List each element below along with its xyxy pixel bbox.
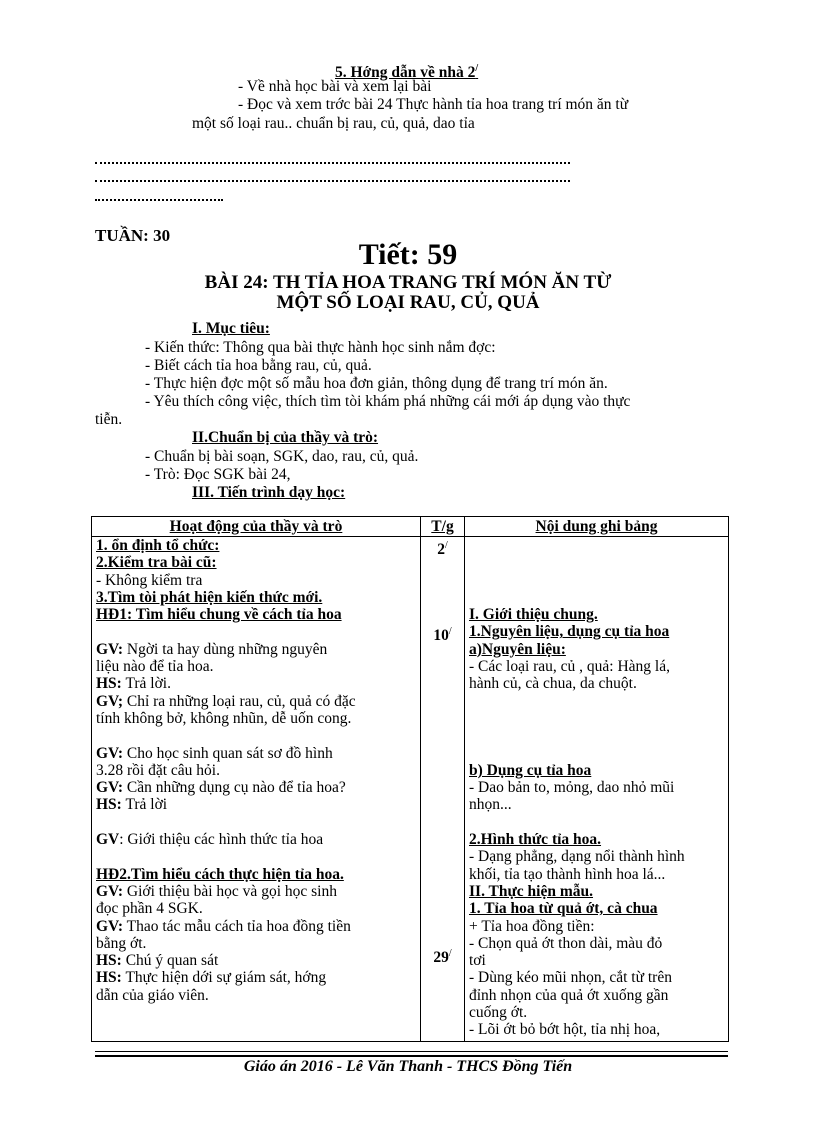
time-entry	[425, 773, 460, 794]
line-bold-part: 2.Kiểm tra bài cũ:	[96, 554, 217, 572]
objective-item: - Kiến thức: Thông qua bài thực hành học sinh nắm đợc:	[145, 339, 496, 356]
header-activities: Hoạt động của thầy và trò	[92, 517, 421, 537]
table-line	[469, 814, 724, 831]
time-entry	[425, 601, 460, 622]
table-line	[96, 675, 416, 692]
time-column	[421, 537, 465, 1042]
table-line	[96, 814, 416, 831]
lesson-title-line-1: BÀI 24: TH TỈA HOA TRANG TRÍ MÓN ĂN TỪ	[204, 272, 612, 293]
line-text-part: Ngời ta hay dùng những nguyên	[123, 640, 328, 658]
table-line	[96, 745, 416, 762]
line-text-part: 3.28 rồi đặt câu hỏi.	[96, 761, 220, 779]
time-entry	[425, 837, 460, 858]
line-bold-part: HS:	[96, 796, 122, 814]
line-bold-part: GV:	[96, 744, 123, 762]
line-text-part: đọc phần 4 SGK.	[96, 900, 203, 918]
line-text-part: dẫn của giáo viên.	[96, 986, 209, 1004]
table-line	[96, 554, 416, 571]
line-bold-part: HĐ2.Tìm hiểu cách thực hiện tỉa hoa.	[96, 865, 344, 883]
time-entry	[425, 709, 460, 730]
table-header-row	[92, 517, 729, 537]
line-bold-part: 2.Hình thức tỉa hoa.	[469, 831, 602, 849]
table-line	[96, 710, 416, 727]
table-line	[469, 987, 724, 1004]
time-entry	[425, 558, 460, 579]
footer-rule-thin	[95, 1051, 728, 1052]
line-text-part: tơi	[469, 952, 486, 970]
table-line	[469, 796, 724, 813]
line-text-part: - Không kiểm tra	[96, 571, 203, 589]
line-bold-part: GV:	[96, 882, 123, 900]
table-line	[469, 727, 724, 744]
line-bold-part: b) Dụng cụ tỉa hoa	[469, 761, 592, 779]
line-text-part: Trả lời	[121, 796, 168, 814]
table-line	[96, 935, 416, 952]
table-line	[469, 762, 724, 779]
line-bold-part: 1.Nguyên liệu, dụng cụ tỉa hoa	[469, 623, 670, 641]
line-text-part: cuống ớt.	[469, 1004, 528, 1022]
line-text-part: + Tỉa hoa đồng tiền:	[469, 917, 595, 935]
table-line	[96, 658, 416, 675]
time-entry	[425, 666, 460, 687]
table-line	[469, 623, 724, 640]
week-label: TUẦN: 30	[95, 226, 171, 245]
objectives-heading: I. Mục tiêu:	[192, 320, 270, 337]
table-line	[96, 952, 416, 969]
line-text-part: - Dao bản to, mỏng, dao nhỏ mũi	[469, 779, 675, 797]
line-text-part: - Chọn quả ớt thon dài, màu đỏ	[469, 934, 663, 952]
table-line	[469, 952, 724, 969]
table-line	[469, 779, 724, 796]
table-line	[469, 537, 724, 554]
content-column	[465, 537, 729, 1042]
homework-line-1: - Về nhà học bài và xem lại bài	[238, 78, 432, 95]
line-text-part: bằng ớt.	[96, 934, 147, 952]
time-unit: /	[448, 947, 452, 959]
line-text-part: - Dùng kéo mũi nhọn, cắt từ trên	[469, 969, 672, 987]
line-text-part: Trả lời.	[121, 675, 171, 693]
line-text-part: Giới thiệu bài học và gọi học sinh	[123, 882, 337, 900]
lesson-table	[91, 516, 729, 1042]
line-bold-part: HS:	[96, 675, 122, 693]
line-bold-part: GV:	[96, 640, 123, 658]
line-bold-part: GV:	[96, 917, 123, 935]
table-line	[469, 1021, 724, 1038]
table-line	[96, 831, 416, 848]
time-value: 10	[433, 626, 449, 644]
table-line	[96, 848, 416, 865]
table-line	[96, 572, 416, 589]
line-text-part: - Các loại rau, củ , quả: Hàng lá,	[469, 658, 670, 676]
table-line	[96, 900, 416, 917]
line-text-part: - Dạng phẳng, dạng nổi thành hình	[469, 848, 685, 866]
line-text-part: - Lõi ớt bỏ bớt hột, tỉa nhị hoa,	[469, 1021, 661, 1039]
line-bold-part: 1. ổn định tổ chức:	[96, 537, 220, 554]
table-line	[469, 675, 724, 692]
line-bold-part: a)Nguyên liệu:	[469, 640, 566, 658]
table-line	[96, 537, 416, 554]
line-bold-part: 3.Tìm tòi phát hiện kiến thức mới.	[96, 588, 323, 606]
table-line	[469, 831, 724, 848]
table-line	[96, 918, 416, 935]
table-line	[469, 848, 724, 865]
table-line	[469, 606, 724, 623]
table-line	[96, 883, 416, 900]
dotted-line-2	[95, 180, 570, 182]
footer-text: Giáo án 2016 - Lê Văn Thanh - THCS Đồng Tiến	[243, 1058, 573, 1075]
table-line	[96, 589, 416, 606]
table-line	[96, 987, 416, 1004]
preparation-heading: II.Chuẩn bị của thầy và trò:	[192, 429, 379, 446]
time-entry	[425, 623, 460, 644]
dotted-line-1	[95, 162, 570, 164]
line-text-part: hành củ, cà chua, da chuột.	[469, 675, 637, 693]
homework-line-2: - Đọc và xem trớc bài 24 Thực hành tỉa hoa trang trí món ăn từ	[238, 96, 629, 113]
homework-heading-sup: /	[475, 63, 479, 74]
time-entry	[425, 794, 460, 815]
homework-heading-text: 5. Hớng dẫn về nhà 2	[335, 64, 476, 82]
line-text-part: : Giới thiệu các hình thức tỉa hoa	[119, 831, 324, 849]
line-text-part: Cần những dụng cụ nào để tỉa hoa?	[123, 779, 346, 797]
table-line	[469, 883, 724, 900]
process-heading: III. Tiến trình dạy học:	[192, 484, 346, 501]
header-content: Nội dung ghi bảng	[465, 517, 729, 537]
line-bold-part: II. Thực hiện mẫu.	[469, 882, 594, 900]
line-bold-part: I. Giới thiệu chung.	[469, 606, 598, 624]
table-line	[469, 866, 724, 883]
table-line	[469, 969, 724, 986]
time-entry	[425, 880, 460, 901]
table-line	[96, 762, 416, 779]
footer-rule-thick	[95, 1055, 728, 1057]
line-text-part: Chỉ ra những loại rau, củ, quả có đặc	[123, 692, 356, 710]
time-entry	[425, 730, 460, 751]
time-unit: /	[448, 625, 452, 637]
table-line	[469, 900, 724, 917]
line-bold-part: 1. Tỉa hoa từ quả ớt, cà chua	[469, 900, 658, 918]
line-text-part: Chú ý quan sát	[121, 952, 219, 970]
table-line	[469, 658, 724, 675]
line-text-part: liệu nào để tỉa hoa.	[96, 658, 214, 676]
line-text-part: Thao tác mẫu cách tỉa hoa đồng tiền	[123, 917, 351, 935]
objective-item: - Biết cách tỉa hoa bằng rau, củ, quả.	[145, 357, 372, 374]
dotted-line-3	[95, 199, 223, 201]
line-text-part: Thực hiện dới sự giám sát, hớng	[121, 969, 327, 987]
table-line	[469, 589, 724, 606]
objective-item: - Thực hiện đợc một số mẫu hoa đơn giản, thông dụng để trang trí món ăn.	[145, 375, 608, 392]
homework-line-3: một số loại rau.. chuẩn bị rau, củ, quả, dao tỉa	[192, 115, 475, 132]
line-text-part: đỉnh nhọn của quả ớt xuống gần	[469, 986, 669, 1004]
table-line	[96, 969, 416, 986]
time-entry	[425, 537, 460, 558]
line-text-part: tính không bở, không nhũn, dễ uốn cong.	[96, 709, 352, 727]
time-entry	[425, 580, 460, 601]
table-line	[96, 693, 416, 710]
line-bold-part: HĐ1: Tìm hiểu chung về cách tỉa hoa	[96, 606, 342, 624]
preparation-item: - Trò: Đọc SGK bài 24,	[145, 466, 291, 483]
table-line	[96, 796, 416, 813]
header-time: T/g	[421, 517, 465, 537]
line-text-part: nhọn...	[469, 796, 512, 814]
table-line	[469, 572, 724, 589]
table-line	[469, 641, 724, 658]
preparation-item: - Chuẩn bị bài soạn, SGK, dao, rau, củ, quả.	[145, 448, 419, 465]
table-line	[469, 918, 724, 935]
time-entry	[425, 644, 460, 665]
table-line	[469, 710, 724, 727]
table-line	[96, 727, 416, 744]
table-line	[96, 606, 416, 623]
line-bold-part: GV	[96, 831, 120, 849]
time-entry	[425, 859, 460, 880]
table-line	[96, 641, 416, 658]
line-bold-part: HS:	[96, 969, 122, 987]
activities-column	[92, 537, 421, 1042]
table-line	[469, 745, 724, 762]
time-entry	[425, 752, 460, 773]
time-value: 2	[437, 541, 445, 559]
table-line	[96, 623, 416, 640]
table-line	[469, 935, 724, 952]
time-entry	[425, 945, 460, 966]
table-line	[469, 554, 724, 571]
line-bold-part: GV;	[96, 692, 123, 710]
time-entry	[425, 923, 460, 944]
time-value: 29	[433, 948, 449, 966]
period-title: Tiết: 59	[358, 238, 458, 271]
table-body-row	[92, 537, 729, 1042]
table-line	[469, 1004, 724, 1021]
time-entry	[425, 902, 460, 923]
line-bold-part: HS:	[96, 952, 122, 970]
objective-item: - Yêu thích công việc, thích tìm tòi khám phá những cái mới áp dụng vào thực	[145, 393, 631, 410]
table-line	[96, 866, 416, 883]
line-text-part: Cho học sinh quan sát sơ đồ hình	[123, 744, 333, 762]
time-entry	[425, 687, 460, 708]
time-entry	[425, 816, 460, 837]
objective-continuation: tiễn.	[95, 411, 123, 428]
lesson-title-line-2: MỘT SỐ LOẠI RAU, CỦ, QUẢ	[276, 292, 540, 313]
line-bold-part: GV:	[96, 779, 123, 797]
table-line	[96, 779, 416, 796]
line-text-part: khối, tỉa tạo thành hình hoa lá...	[469, 865, 666, 883]
time-unit: /	[444, 540, 448, 551]
table-line	[469, 693, 724, 710]
